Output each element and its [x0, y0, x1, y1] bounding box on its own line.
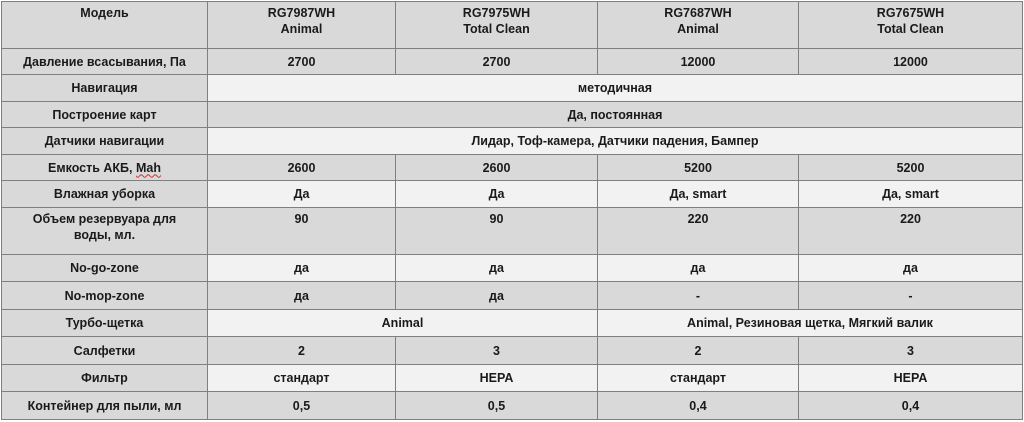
row-tank	[2, 207, 1023, 254]
row-label: Контейнер для пыли, мл	[2, 392, 208, 420]
header-label-cell	[2, 2, 208, 49]
table-cell: -	[799, 282, 1023, 310]
row-label: Датчики навигации	[2, 128, 208, 155]
row-label: Влажная уборка	[2, 181, 208, 208]
table-cell: 2700	[396, 48, 598, 75]
table-cell: 2	[598, 337, 799, 365]
row-label: Фильтр	[2, 364, 208, 392]
comparison-table	[1, 1, 1023, 420]
table-cell: -	[598, 282, 799, 310]
table-cell: 12000	[799, 48, 1023, 75]
table-cell: 220	[598, 207, 799, 254]
model-header-4	[799, 2, 1023, 49]
table-cell: 0,4	[799, 392, 1023, 420]
row-label: Навигация	[2, 75, 208, 102]
row-label: Салфетки	[2, 337, 208, 365]
row-mapping	[2, 101, 1023, 128]
row-dust-container	[2, 392, 1023, 420]
row-no-mop-zone	[2, 282, 1023, 310]
table-cell: HEPA	[799, 364, 1023, 392]
row-label	[2, 207, 208, 254]
table-cell: 0,4	[598, 392, 799, 420]
row-sensors	[2, 128, 1023, 155]
model-variant: Total Clean	[877, 22, 944, 36]
row-label: No-go-zone	[2, 254, 208, 282]
table-cell: да	[208, 282, 396, 310]
row-label-line: Объем резервуара для	[32, 211, 177, 226]
table-cell: 2	[208, 337, 396, 365]
table-cell: 2600	[396, 154, 598, 181]
row-wipes	[2, 337, 1023, 365]
table-cell: 2700	[208, 48, 396, 75]
model-name: RG7987WH	[267, 6, 336, 20]
model-name: RG7975WH	[462, 6, 531, 20]
table-cell: да	[799, 254, 1023, 282]
row-navigation	[2, 75, 1023, 102]
model-variant: Animal	[280, 22, 323, 36]
table-cell: 3	[396, 337, 598, 365]
row-wet-cleaning	[2, 181, 1023, 208]
table-cell: Да	[396, 181, 598, 208]
row-turbo-brush	[2, 309, 1023, 337]
row-label-line: воды, мл.	[73, 227, 136, 242]
table-cell: Да, smart	[799, 181, 1023, 208]
table-cell: 0,5	[208, 392, 396, 420]
header-label: Модель	[80, 6, 129, 20]
row-filter	[2, 364, 1023, 392]
row-no-go-zone	[2, 254, 1023, 282]
row-label-text: Емкость АКБ,	[48, 160, 136, 175]
model-name: RG7687WH	[664, 6, 732, 20]
table-cell: Да, smart	[598, 181, 799, 208]
row-label: Давление всасывания, Па	[2, 48, 208, 75]
table-cell: 12000	[598, 48, 799, 75]
header-row	[2, 2, 1023, 49]
table-cell: 2600	[208, 154, 396, 181]
table-cell: да	[396, 282, 598, 310]
table-cell: Лидар, Тоф-камера, Датчики падения, Бампер	[208, 128, 1023, 155]
table-cell: 0,5	[396, 392, 598, 420]
table-cell: методичная	[208, 75, 1023, 102]
table-cell: 220	[799, 207, 1023, 254]
model-header-1	[208, 2, 396, 49]
row-label	[2, 154, 208, 181]
row-label: Построение карт	[2, 101, 208, 128]
table-cell: 90	[396, 207, 598, 254]
table-cell: 90	[208, 207, 396, 254]
table-cell: Да	[208, 181, 396, 208]
model-header-3	[598, 2, 799, 49]
model-variant: Total Clean	[463, 22, 530, 36]
table-cell: 3	[799, 337, 1023, 365]
table-cell: Да, постоянная	[208, 101, 1023, 128]
row-battery	[2, 154, 1023, 181]
table-cell: стандарт	[208, 364, 396, 392]
table-cell: да	[598, 254, 799, 282]
table-cell: стандарт	[598, 364, 799, 392]
row-label-unit: Mah	[135, 160, 161, 175]
table-cell: HEPA	[396, 364, 598, 392]
model-header-2	[396, 2, 598, 49]
row-suction	[2, 48, 1023, 75]
table-cell: 5200	[598, 154, 799, 181]
table-cell: 5200	[799, 154, 1023, 181]
row-label: No-mop-zone	[2, 282, 208, 310]
table-cell: да	[396, 254, 598, 282]
row-label: Турбо-щетка	[2, 309, 208, 337]
model-name: RG7675WH	[876, 6, 945, 20]
model-variant: Animal	[677, 22, 719, 36]
table-cell: Animal	[208, 309, 598, 337]
table-cell: Animal, Резиновая щетка, Мягкий валик	[598, 309, 1023, 337]
table-cell: да	[208, 254, 396, 282]
